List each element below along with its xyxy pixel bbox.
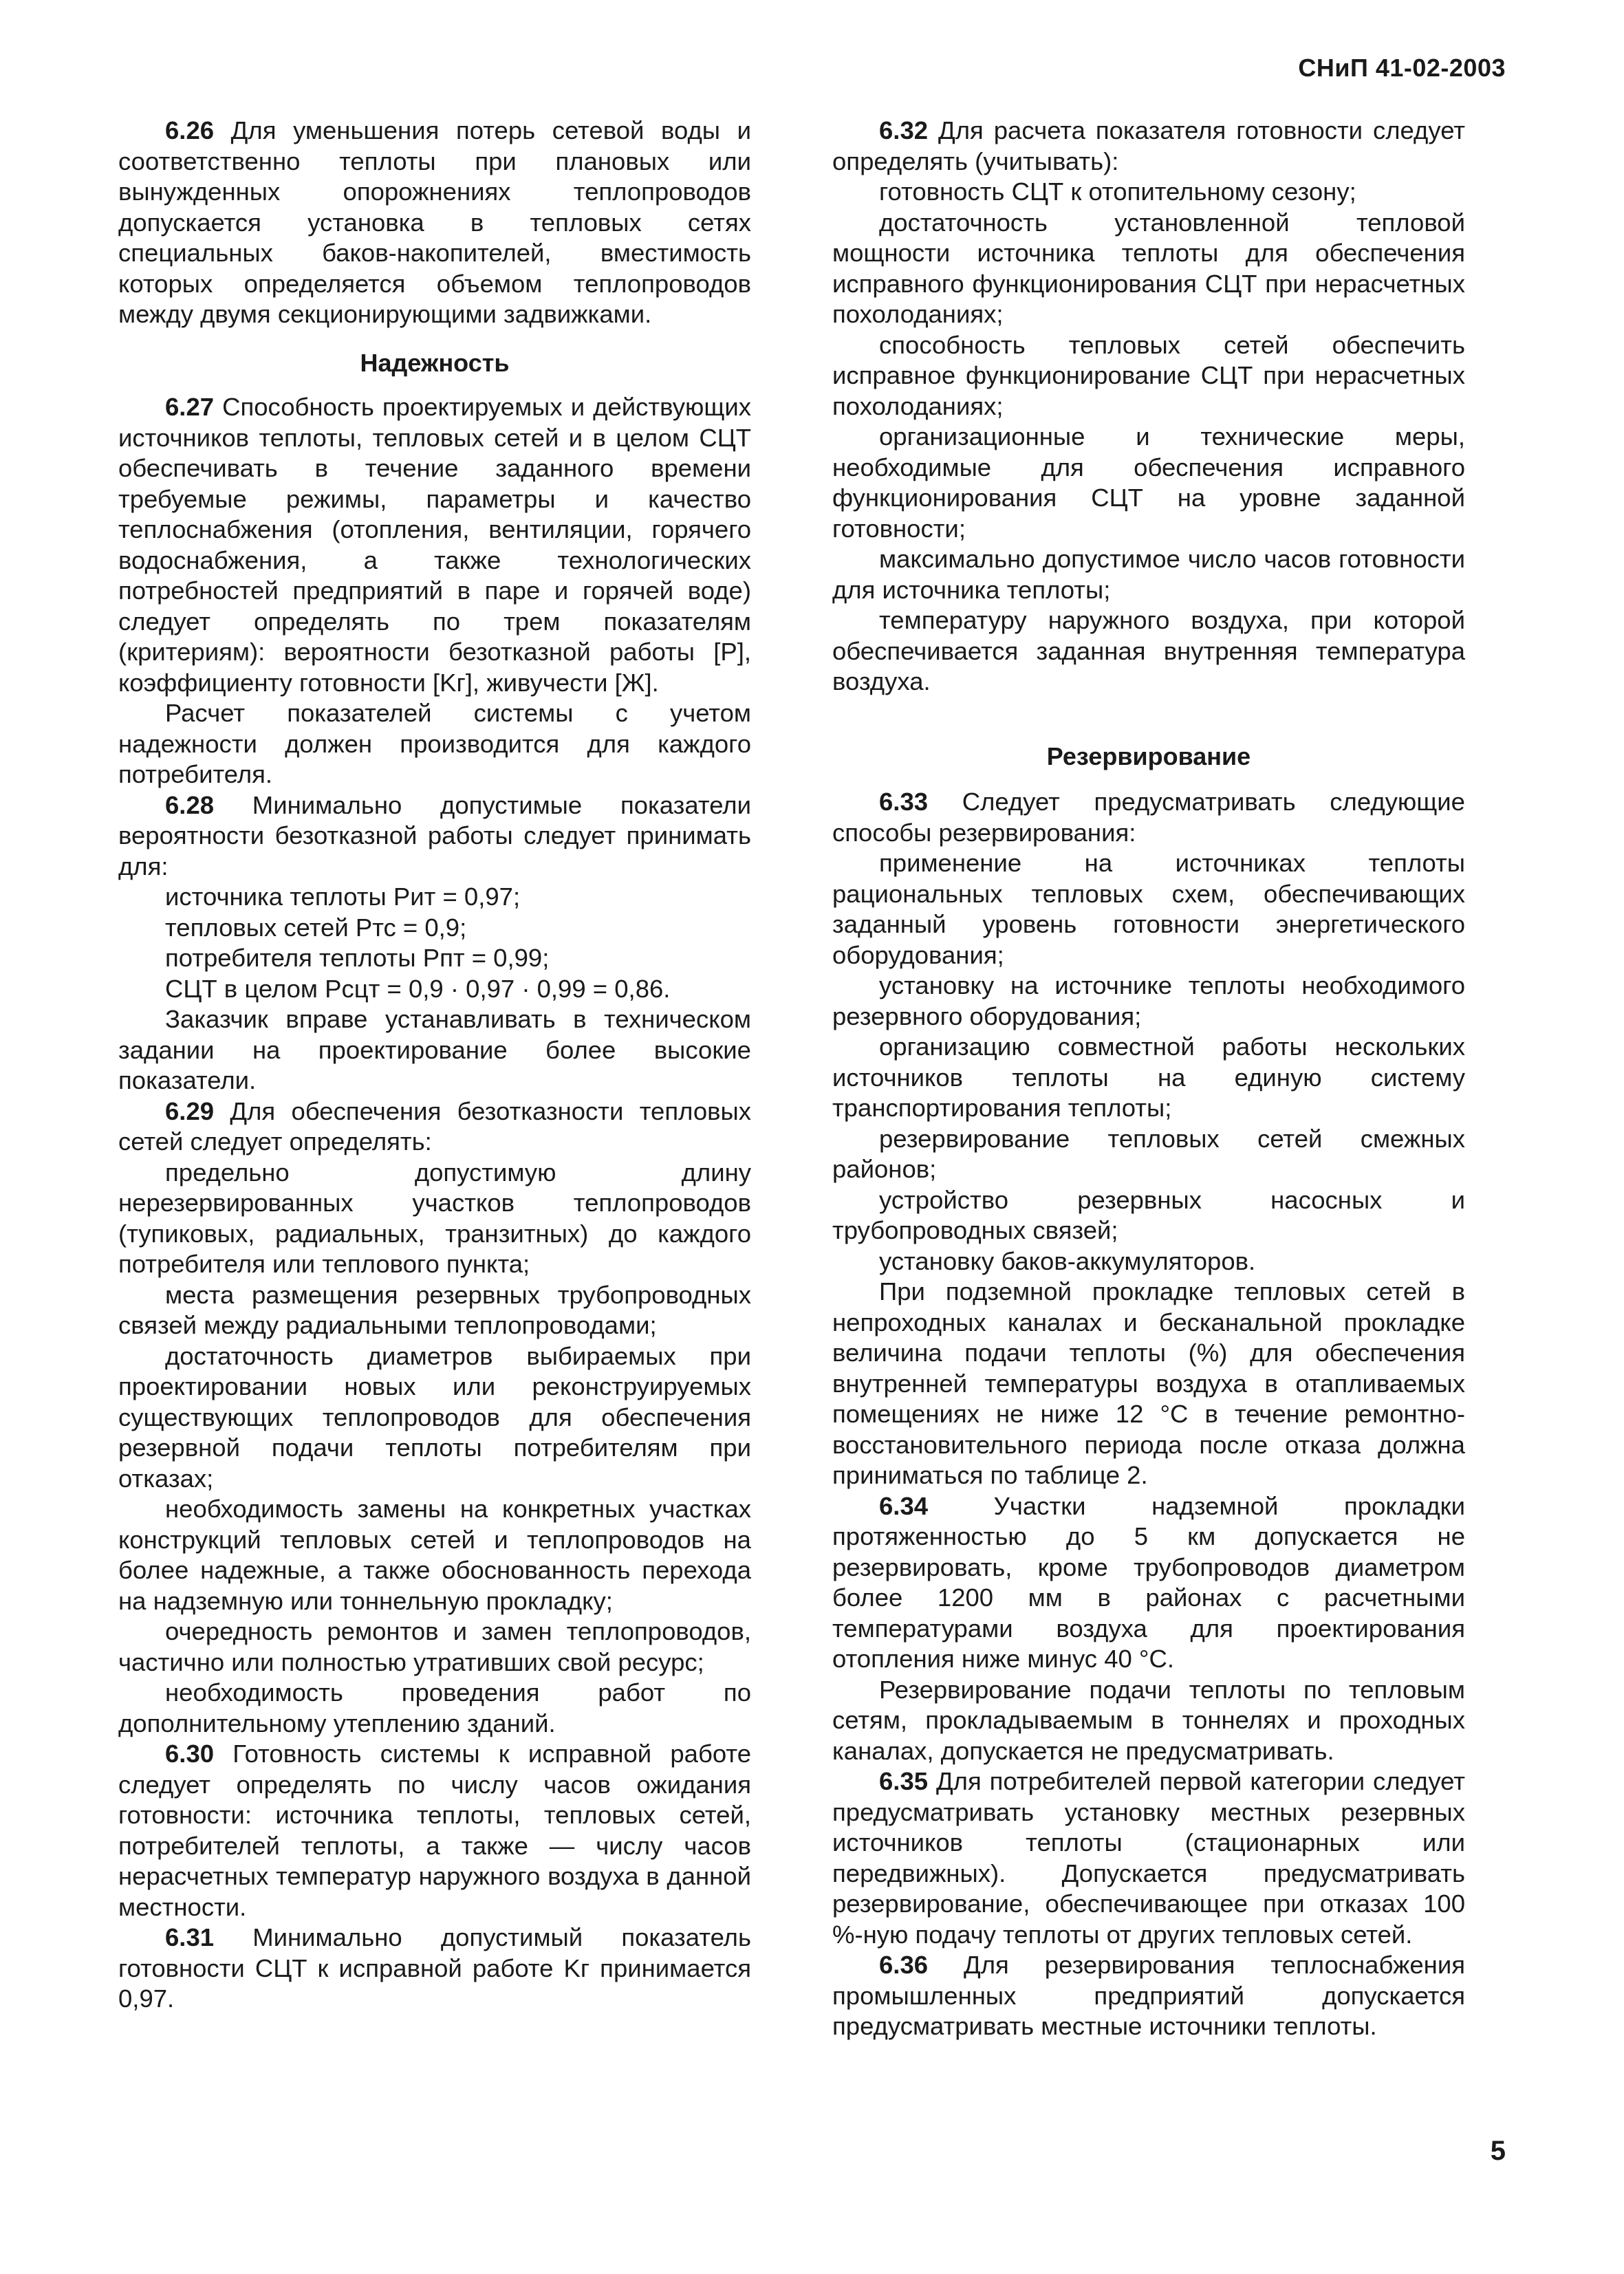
body-paragraph xyxy=(832,330,1465,422)
document-code: СНиП 41-02-2003 xyxy=(1298,54,1506,82)
paragraph-text: Расчет показателей системы с учетом надежности должен производится для каждого потребителя. xyxy=(118,699,751,788)
paragraph-text: максимально допустимое число часов готовности для источника теплоты; xyxy=(832,545,1465,604)
paragraph-text: Готовность системы к исправной работе следует определять по числу часов ожидания готовности: источника теплоты, тепловых сетей, потребителей теплоты, а также — числу часов нерасчетных температур наружного воздуха в данной местности. xyxy=(118,1740,751,1921)
body-paragraph xyxy=(118,882,751,913)
paragraph-text: СЦТ в целом Pсцт = 0,9 · 0,97 · 0,99 = 0,86. xyxy=(165,974,671,1003)
body-paragraph xyxy=(832,1124,1465,1185)
paragraph-text: Резервирование подачи теплоты по тепловым сетям, прокладываемым в тоннелях и проходных каналах, допускается не предусматривать. xyxy=(832,1675,1465,1765)
body-paragraph xyxy=(832,177,1465,208)
paragraph-text: Для потребителей первой категории следует предусматривать установку местных резервных источников теплоты (стационарных или передвижных). Допускается предусматривать резервирование, обеспечивающее при отказах 100 %-ную подачу теплоты от других тепловых сетей. xyxy=(832,1767,1465,1949)
clause-number: 6.30 xyxy=(165,1740,215,1768)
body-paragraph xyxy=(118,1341,751,1495)
body-paragraph xyxy=(118,1280,751,1341)
paragraph-text: Минимально допустимый показатель готовности СЦТ к исправной работе Kг принимается 0,97. xyxy=(118,1923,751,2013)
body-paragraph xyxy=(832,1032,1465,1124)
paragraph-text: Следует предусматривать следующие способы резервирования: xyxy=(832,788,1465,847)
paragraph-text: необходимость замены на конкретных участках конструкций тепловых сетей и теплопроводов на более надежные, а также обоснованность перехода на надземную или тоннельную прокладку; xyxy=(118,1495,751,1615)
body-paragraph xyxy=(832,848,1465,971)
paragraph-text: предельно допустимую длину нерезервированных участков теплопроводов (тупиковых, радиальных, транзитных) до каждого потребителя или теплового пункта; xyxy=(118,1158,751,1278)
paragraph-text: готовность СЦТ к отопительному сезону; xyxy=(879,177,1356,206)
paragraph-text: места размещения резервных трубопроводных связей между радиальными теплопроводами; xyxy=(118,1280,751,1339)
paragraph-text: температуру наружного воздуха, при которой обеспечивается заданная внутренняя температура воздуха. xyxy=(832,606,1465,695)
body-paragraph xyxy=(832,971,1465,1032)
paragraph-text: применение на источниках теплоты рациональных тепловых схем, обеспечивающих заданный уровень готовности энергетического оборудования; xyxy=(832,849,1465,969)
body-paragraph xyxy=(118,1678,751,1739)
paragraph-text: очередность ремонтов и замен теплопроводов, частично или полностью утративших свой ресурс; xyxy=(118,1617,751,1676)
paragraph-text: потребителя теплоты Pпт = 0,99; xyxy=(165,944,550,972)
paragraph-text: При подземной прокладке тепловых сетей в непроходных каналах и бесканальной прокладке величина подачи теплоты (%) для обеспечения внутренней температуры воздуха в отапливаемых помещениях не ниже 12 °С в течение ремонтно-восстановительного периода после отказа должна приниматься по таблице 2. xyxy=(832,1277,1465,1489)
paragraph-text: способность тепловых сетей обеспечить исправное функционирование СЦТ при нерасчетных похолоданиях; xyxy=(832,330,1465,420)
clause-paragraph xyxy=(832,116,1465,177)
clause-number: 6.26 xyxy=(165,116,215,144)
body-paragraph xyxy=(832,1246,1465,1277)
paragraph-text: Для расчета показателя готовности следует определять (учитывать): xyxy=(832,116,1465,175)
clause-paragraph xyxy=(832,1950,1465,2042)
right-column xyxy=(832,116,1465,2042)
clause-paragraph xyxy=(118,1739,751,1923)
clause-paragraph xyxy=(832,1491,1465,1675)
body-paragraph xyxy=(832,1277,1465,1491)
paragraph-text: необходимость проведения работ по дополнительному утеплению зданий. xyxy=(118,1678,751,1737)
paragraph-text: Способность проектируемых и действующих источников теплоты, тепловых сетей и в целом СЦТ обеспечивать в течение заданного времени требуемые режимы, параметры и качество теплоснабжения (отопления, вентиляции, горячего водоснабжения, а также технологических потребностей предприятий в паре и горячей воде) следует определять по трем показателям (критериям): вероятности безотказной работы [Р], коэффициенту готовности [Kг], живучести [Ж]. xyxy=(118,393,751,697)
clause-paragraph xyxy=(118,392,751,698)
clause-number: 6.33 xyxy=(879,788,929,816)
clause-paragraph xyxy=(118,790,751,882)
paragraph-text: резервирование тепловых сетей смежных районов; xyxy=(832,1124,1465,1183)
left-column xyxy=(118,116,751,2015)
clause-number: 6.29 xyxy=(165,1096,215,1125)
clause-number: 6.36 xyxy=(879,1951,929,1979)
body-paragraph xyxy=(832,544,1465,605)
paragraph-text: Для уменьшения потерь сетевой воды и соответственно теплоты при плановых или вынужденных опорожнениях теплопроводов допускается установка в тепловых сетях специальных баков-накопителей, вместимость которых определяется объемом теплопроводов между двумя секционирующими задвижками. xyxy=(118,116,751,328)
body-paragraph xyxy=(118,974,751,1005)
body-paragraph xyxy=(118,1494,751,1616)
body-paragraph xyxy=(118,1004,751,1096)
clause-number: 6.27 xyxy=(165,393,215,421)
paragraph-text: Для обеспечения безотказности тепловых сетей следует определять: xyxy=(118,1096,751,1156)
clause-paragraph xyxy=(832,1766,1465,1950)
clause-number: 6.34 xyxy=(879,1491,929,1520)
paragraph-text: достаточность установленной тепловой мощности источника теплоты для обеспечения исправного функционирования СЦТ при нерасчетных похолоданиях; xyxy=(832,208,1465,328)
body-paragraph xyxy=(118,1616,751,1678)
paragraph-text: Для резервирования теплоснабжения промышленных предприятий допускается предусматривать местные источники теплоты. xyxy=(832,1951,1465,2040)
clause-number: 6.32 xyxy=(879,116,929,144)
body-paragraph xyxy=(118,943,751,974)
clause-number: 6.35 xyxy=(879,1767,929,1795)
page-number: 5 xyxy=(1490,2136,1506,2166)
paragraph-text: установку баков-аккумуляторов. xyxy=(879,1246,1256,1275)
clause-number: 6.31 xyxy=(165,1923,215,1951)
body-paragraph xyxy=(832,1675,1465,1767)
clause-paragraph xyxy=(118,1923,751,2015)
paragraph-text: установку на источнике теплоты необходимого резервного оборудования; xyxy=(832,971,1465,1030)
body-paragraph xyxy=(832,422,1465,544)
clause-paragraph xyxy=(118,1096,751,1158)
body-paragraph xyxy=(832,208,1465,330)
body-paragraph xyxy=(832,1185,1465,1246)
clause-number: 6.28 xyxy=(165,790,215,819)
body-paragraph xyxy=(118,913,751,944)
paragraph-text: тепловых сетей Pтс = 0,9; xyxy=(165,913,467,942)
clause-paragraph xyxy=(832,787,1465,848)
body-paragraph xyxy=(118,1158,751,1280)
paragraph-text: устройство резервных насосных и трубопроводных связей; xyxy=(832,1185,1465,1244)
paragraph-text: Заказчик вправе устанавливать в техническом задании на проектирование более высокие показатели. xyxy=(118,1005,751,1094)
paragraph-text: источника теплоты Pит = 0,97; xyxy=(165,882,521,911)
paragraph-text: организационные и технические меры, необходимые для обеспечения исправного функционирования СЦТ на уровне заданной готовности; xyxy=(832,422,1465,543)
section-heading: Надежность xyxy=(360,348,510,377)
body-paragraph xyxy=(118,698,751,790)
body-paragraph xyxy=(832,605,1465,697)
paragraph-text: организацию совместной работы нескольких источников теплоты на единую систему транспортирования теплоты; xyxy=(832,1032,1465,1122)
paragraph-text: Участки надземной прокладки протяженностью до 5 км допускается не резервировать, кроме трубопроводов диаметром более 1200 мм в районах с расчетными температурами воздуха для проектирования отопления ниже минус 40 °С. xyxy=(832,1491,1465,1673)
clause-paragraph xyxy=(118,116,751,330)
section-heading: Резервирование xyxy=(1046,741,1251,770)
paragraph-text: достаточность диаметров выбираемых при проектировании новых или реконструируемых существующих теплопроводов для обеспечения резервной подачи теплоты потребителям при отказах; xyxy=(118,1341,751,1493)
paragraph-text: Минимально допустимые показатели вероятности безотказной работы следует принимать для: xyxy=(118,790,751,880)
